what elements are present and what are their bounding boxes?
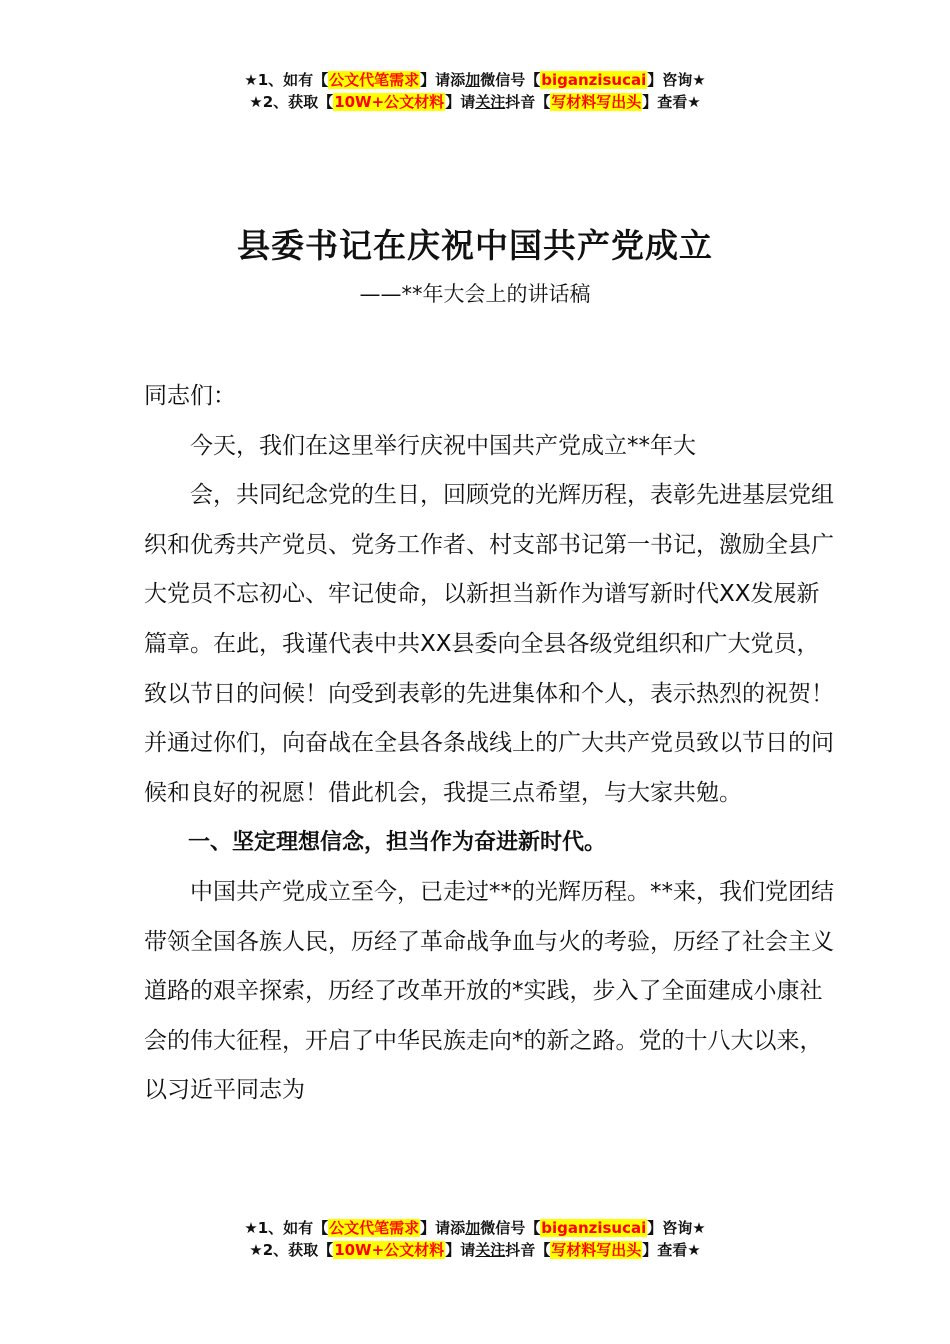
highlight-wechat-id: biganzisucai [541, 1219, 647, 1237]
highlight-service: 公文代笔需求 [329, 71, 420, 89]
document-title: 县委书记在庆祝中国共产党成立 [237, 226, 713, 265]
document-body [144, 372, 834, 1116]
paragraph-1-line-1: 今天，我们在这里举行庆祝中国共产党成立**年大 [190, 432, 696, 459]
document-subtitle: ——**年大会上的讲话稿 [359, 282, 591, 306]
paragraph-1: 会，共同纪念党的生日，回顾党的光辉历程，表彰先进基层党组织和优秀共产党员、党务工作者、村支部书记第一书记，激励全县广大党员不忘初心、牢记使命，以新担当新作为谱写新时代XX发展新篇章。在此，我谨代表中共XX县委向全县各级党组织和广大党员，致以节日的问候！向受到表彰的先进集体和个人，表示热烈的祝贺！并通过你们，向奋战在全县各条战线上的广大共产党员致以节日的问候和良好的祝愿！借此机会，我提三点希望，与大家共勉。 [144, 482, 834, 806]
promo-line-1: ★1、如有【公文代笔需求】请添加微信号【biganzisucai】咨询★ [244, 71, 706, 89]
footer-promo [0, 1217, 950, 1261]
highlight-douyin: 写材料写出头 [551, 1241, 642, 1259]
promo-line-2: ★2、获取【10W+公文材料】请关注抖音【写材料写出头】查看★ [249, 93, 701, 111]
promo-line-1: ★1、如有【公文代笔需求】请添加微信号【biganzisucai】咨询★ [244, 1219, 706, 1237]
highlight-materials: 10W+公文材料 [334, 93, 445, 111]
highlight-douyin: 写材料写出头 [551, 93, 642, 111]
highlight-service: 公文代笔需求 [329, 1219, 420, 1237]
highlight-wechat-id: biganzisucai [541, 71, 647, 89]
header-promo [0, 69, 950, 113]
greeting: 同志们： [144, 383, 236, 409]
highlight-materials: 10W+公文材料 [334, 1241, 445, 1259]
paragraph-2: 中国共产党成立至今，已走过**的光辉历程。**来，我们党团结带领全国各族人民，历经了革命战争血与火的考验，历经了社会主义道路的艰辛探索，历经了改革开放的*实践，步入了全面建成小康社会的伟大征程，开启了中华民族走向*的新之路。党的十八大以来，以习近平同志为 [144, 878, 834, 1104]
promo-line-2: ★2、获取【10W+公文材料】请关注抖音【写材料写出头】查看★ [249, 1241, 701, 1259]
section-heading-1: 一、坚定理想信念，担当作为奋进新时代。 [188, 830, 607, 856]
